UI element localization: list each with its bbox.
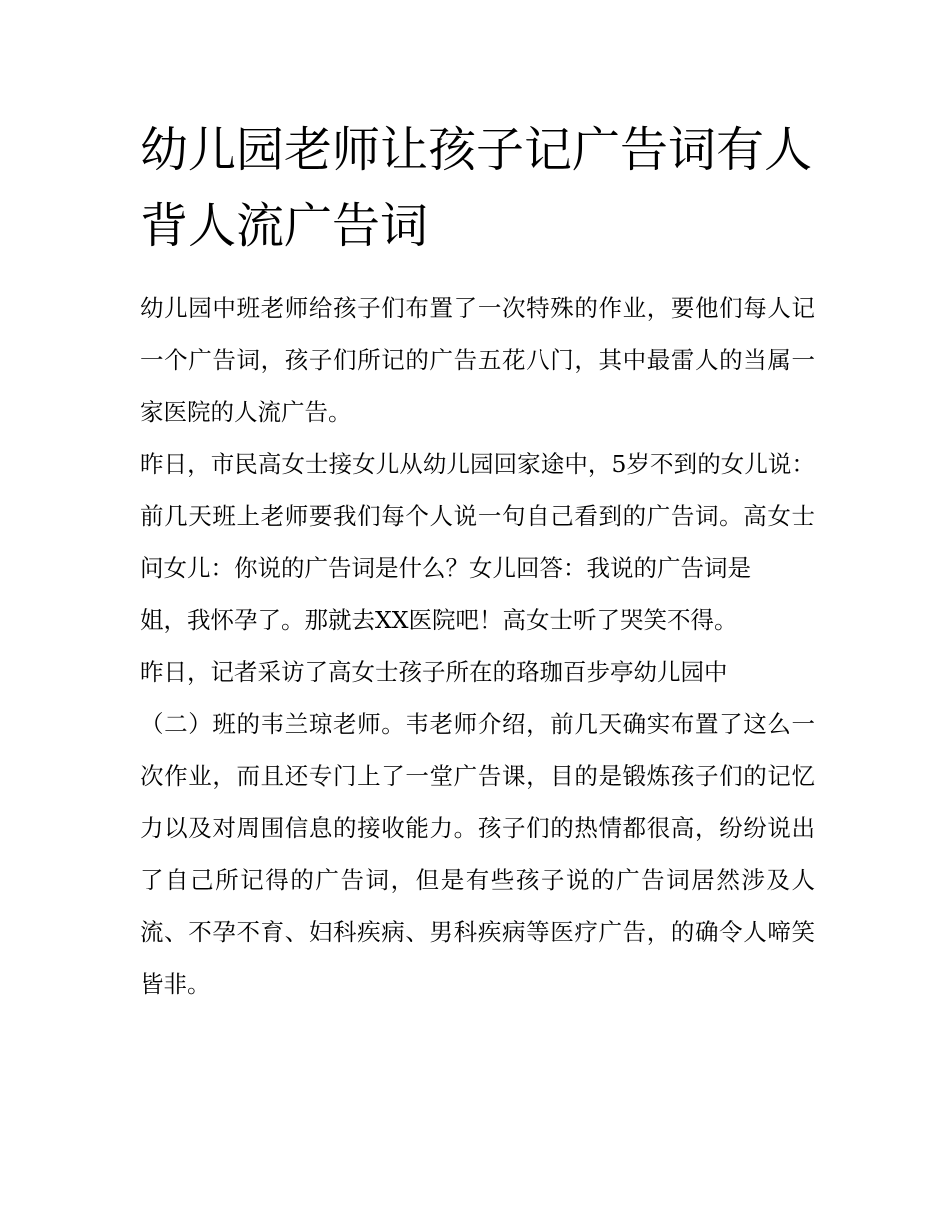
paragraph-3: 姐，我怀孕了。那就去XX医院吧！高女士听了哭笑不得。 (140, 606, 738, 634)
document-title: 幼儿园老师让孩子记广告词有人背人流广告词 (140, 122, 813, 254)
paragraph-2: 昨日，市民高女士接女儿从幼儿园回家途中，5岁不到的女儿说：前几天班上老师要我们每个人说一句自己看到的广告词。高女士问女儿：你说的广告词是什么？女儿回答：我说的广告词是 (140, 450, 815, 582)
paragraph-4: 昨日，记者采访了高女士孩子所在的珞珈百步亭幼儿园中 (140, 658, 728, 686)
document-body (140, 282, 815, 1010)
paragraph-5: （二）班的韦兰琼老师。韦老师介绍，前几天确实布置了这么一次作业，而且还专门上了一堂广告课，目的是锻炼孩子们的记忆力以及对周围信息的接收能力。孩子们的热情都很高，纷纷说出了自己所记得的广告词，但是有些孩子说的广告词居然涉及人流、不孕不育、妇科疾病、男科疾病等医疗广告，的确令人啼笑皆非。 (140, 710, 815, 998)
document-content (140, 112, 815, 1010)
paragraph-1: 幼儿园中班老师给孩子们布置了一次特殊的作业，要他们每人记一个广告词，孩子们所记的广告五花八门，其中最雷人的当属一家医院的人流广告。 (140, 294, 815, 426)
